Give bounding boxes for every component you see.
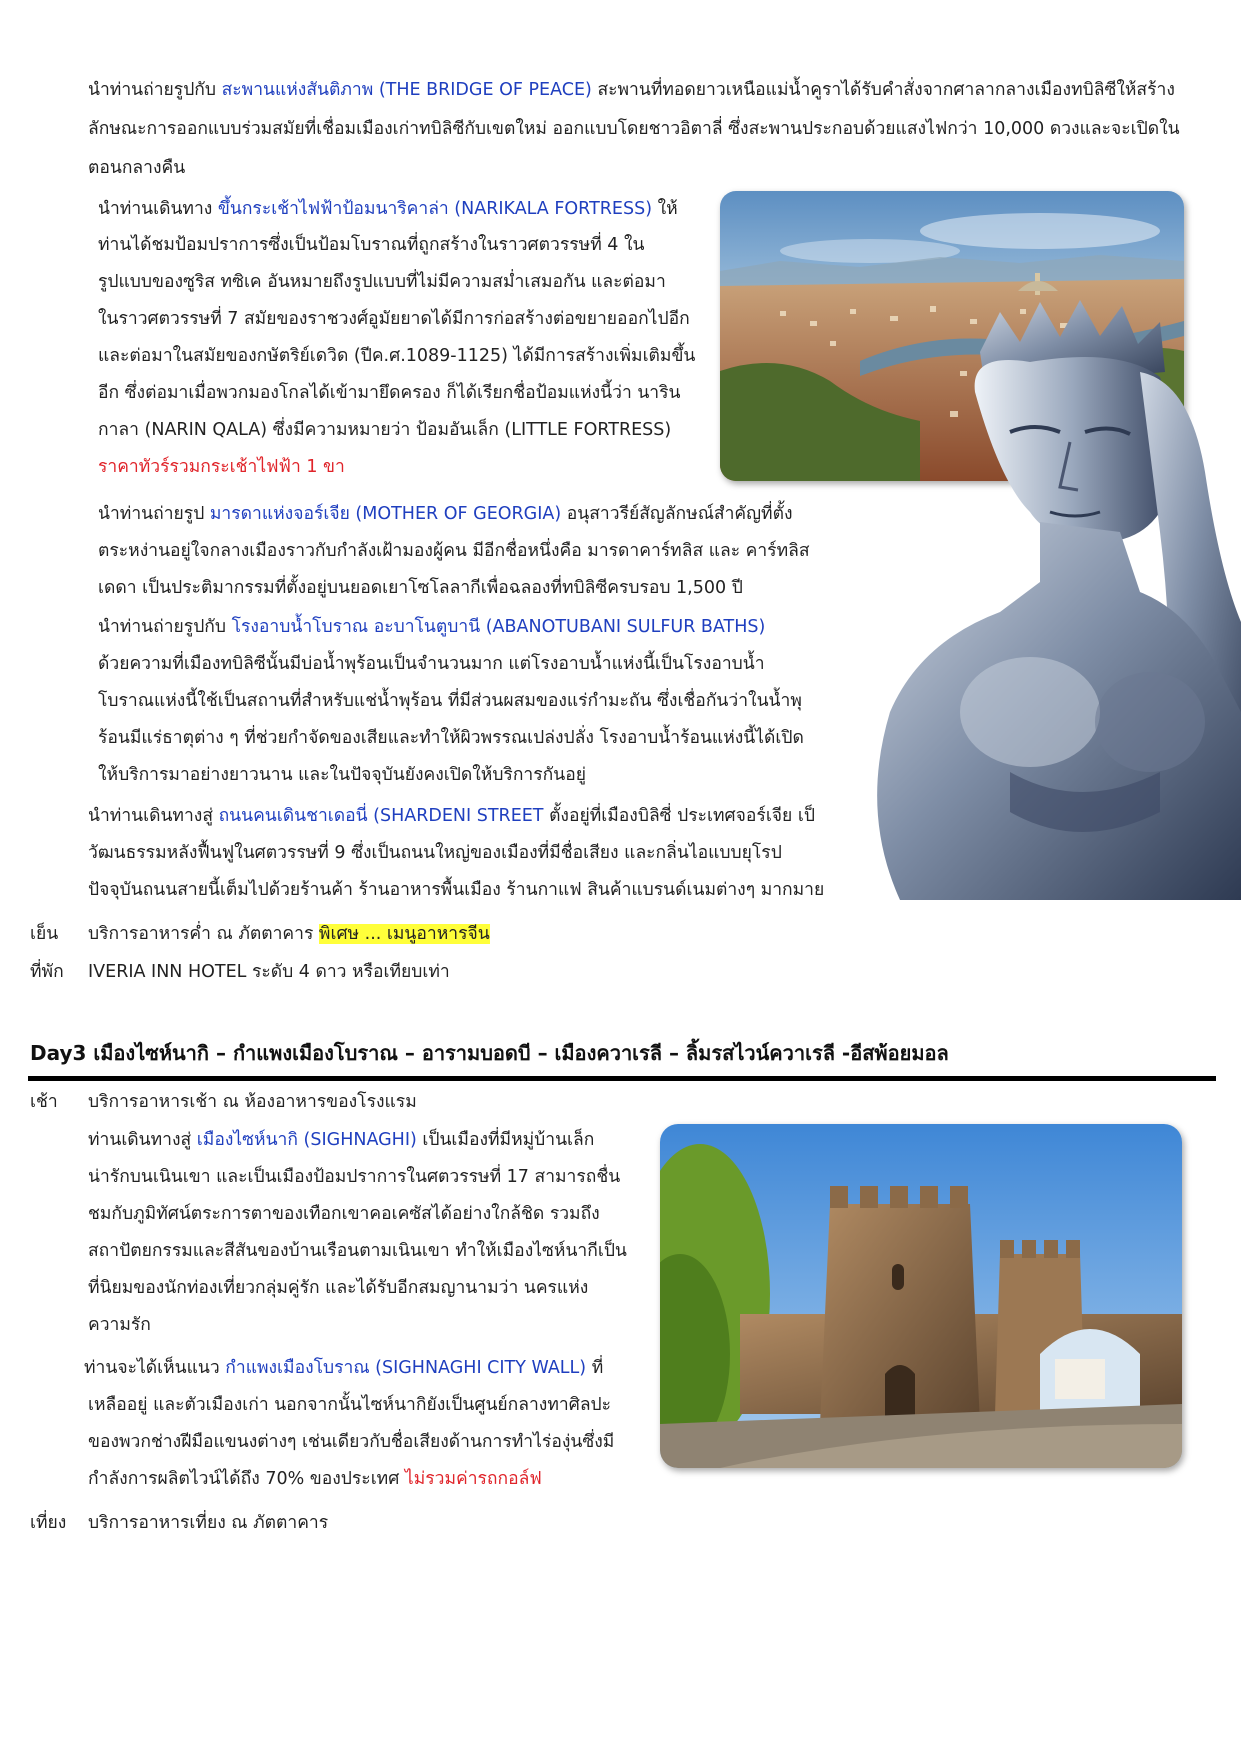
- sulfur-baths-paragraph-line-3: โบราณแห่งนี้ใช้เป็นสถานที่สำหรับแช่น้ำพุร้อน ที่มีส่วนผสมของแร่กำมะถัน ซึ่งเชื่อกันว่าในน้ำพุ: [98, 691, 802, 711]
- breakfast-label: เช้า: [30, 1092, 58, 1112]
- sighnaghi-paragraph-line-3: ชมกับภูมิทัศน์ตระการตาของเทือกเขาคอเคซัสได้อย่างใกล้ชิด รวมถึง: [88, 1204, 600, 1224]
- sighnaghi-paragraph-line-5: ที่นิยมของนักท่องเที่ยวกลุ่มคู่รัก และได้รับอีกสมญานามว่า นครแห่ง: [88, 1278, 589, 1298]
- bridge-of-peace-name: สะพานแห่งสันติภาพ (THE BRIDGE OF PEACE): [221, 80, 592, 100]
- cable-car-price-note: ราคาทัวร์รวมกระเช้าไฟฟ้า 1 ขา: [98, 457, 345, 477]
- mother-georgia-paragraph-line-2: ตระหง่านอยู่ใจกลางเมืองราวกับกำลังเฝ้ามองผู้คน มีอีกชื่อหนึ่งคือ มารดาคาร์ทลิส และ คาร์ทลิส: [98, 541, 810, 561]
- sighnaghi-paragraph-line-2: น่ารักบนเนินเขา และเป็นเมืองป้อมปราการในศตวรรษที่ 17 สามารถชื่น: [88, 1167, 621, 1187]
- dinner-label: เย็น: [30, 924, 59, 944]
- sulfur-baths-paragraph-line-4: ร้อนมีแร่ธาตุต่าง ๆ ที่ช่วยกำจัดของเสียและทำให้ผิวพรรณเปล่งปลั่ง โรงอาบน้ำร้อนแห่งนี้ได้เปิด: [98, 728, 804, 748]
- shardeni-paragraph-line-3: ปัจจุบันถนนสายนี้เต็มไปด้วยร้านค้า ร้านอาหารพื้นเมือง ร้านกาแฟ สินค้าแบรนด์เนมต่างๆ มากมาย: [88, 880, 825, 900]
- narikala-paragraph-line-6: อีก ซึ่งต่อมาเมื่อพวกมองโกลได้เข้ามายึดครอง ก็ได้เรียกชื่อป้อมแห่งนี้ว่า นาริน: [98, 383, 681, 403]
- narikala-paragraph-line-3: รูปแบบของซูริส ทซิเค อันหมายถึงรูปแบบที่ไม่มีความสม่ำเสมอกัน และต่อมา: [98, 272, 666, 292]
- breakfast-line: บริการอาหารเช้า ณ ห้องอาหารของโรงแรม: [88, 1092, 417, 1112]
- narikala-paragraph-line-5: และต่อมาในสมัยของกษัตริย์เดวิด (ปีค.ศ.1089-1125) ได้มีการสร้างเพิ่มเติมขึ้น: [98, 346, 696, 366]
- mother-georgia-paragraph-line-1: นำท่านถ่ายรูป มารดาแห่งจอร์เจีย (MOTHER OF GEORGIA) อนุสาวรีย์สัญลักษณ์สำคัญที่ตั้ง: [98, 504, 793, 524]
- mother-georgia-paragraph-line-3: เดดา เป็นประติมากรรมที่ตั้งอยู่บนยอดเยาโซโลลากีเพื่อฉลองที่ทบิลิซีครบรอบ 1,500 ปี: [98, 578, 743, 598]
- mother-of-georgia-name: มารดาแห่งจอร์เจีย (MOTHER OF GEORGIA): [209, 504, 562, 524]
- bridge-paragraph-line-2: ลักษณะการออกแบบร่วมสมัยที่เชื่อมเมืองเก่าทบิลิซีกับเขตใหม่ ออกแบบโดยชาวอิตาลี่ ซึ่งสะพานประกอบด้วยแสงไฟกว่า 10,000 ดวงและจะเปิดใน: [88, 119, 1180, 139]
- sulfur-baths-paragraph-line-1: นำท่านถ่ายรูปกับ โรงอาบน้ำโบราณ อะบาโนตูบานี (ABANOTUBANI SULFUR BATHS): [98, 617, 766, 637]
- sighnaghi-paragraph-line-4: สถาปัตยกรรมและสีสันของบ้านเรือนตามเนินเขา ทำให้เมืองไซห์นากีเป็น: [88, 1241, 627, 1261]
- golf-cart-note: ไม่รวมค่ารถกอล์ฟ: [404, 1469, 542, 1489]
- bridge-paragraph-line-3: ตอนกลางคืน: [88, 158, 186, 178]
- city-wall-paragraph-line-3: ของพวกช่างฝีมือแขนงต่างๆ เช่นเดียวกับชื่อเสียงด้านการทำไร่องุ่นซึ่งมี: [88, 1432, 615, 1452]
- narikala-paragraph-line-1: นำท่านเดินทาง ขึ้นกระเช้าไฟฟ้าป้อมนาริคาล่า (NARIKALA FORTRESS) ให้: [98, 199, 678, 219]
- sulfur-baths-name: โรงอาบน้ำโบราณ อะบาโนตูบานี (ABANOTUBANI SULFUR BATHS): [231, 617, 766, 637]
- city-wall-paragraph-line-1: ท่านจะได้เห็นแนว กำแพงเมืองโบราณ (SIGHNAGHI CITY WALL) ที่: [84, 1358, 604, 1378]
- narikala-paragraph-line-4: ในราวศตวรรษที่ 7 สมัยของราชวงศ์อูมัยยาดได้มีการก่อสร้างต่อขยายออกไปอีก: [98, 309, 690, 329]
- shardeni-street-name: ถนนคนเดินชาเดอนี่ (SHARDENI STREET: [218, 806, 544, 826]
- day3-divider: [28, 1076, 1216, 1081]
- sighnaghi-image: [660, 1124, 1182, 1468]
- dinner-highlight: พิเศษ ... เมนูอาหารจีน: [318, 924, 490, 944]
- city-wall-paragraph-line-2: เหลืออยู่ และตัวเมืองเก่า นอกจากนั้นไซห์นากิยังเป็นศูนย์กลางทาศิลปะ: [88, 1395, 612, 1415]
- sighnaghi-wall-photo: [660, 1124, 1182, 1468]
- sighnaghi-paragraph-line-6: ความรัก: [88, 1315, 151, 1335]
- narikala-paragraph-line-7: กาลา (NARIN QALA) ซึ่งมีความหมายว่า ป้อมอันเล็ก (LITTLE FORTRESS): [98, 420, 672, 440]
- sulfur-baths-paragraph-line-5: ให้บริการมาอย่างยาวนาน และในปัจจุบันยังคงเปิดให้บริการกันอยู่: [98, 765, 586, 785]
- day3-heading: Day3 เมืองไซห์นากิ – กำแพงเมืองโบราณ – อารามบอดบี – เมืองควาเรลี – ลิ้มรสไวน์ควาเรลี -อีสพ้อยมอล: [30, 1041, 949, 1065]
- sighnaghi-paragraph-line-1: ท่านเดินทางสู่ เมืองไซห์นากิ (SIGHNAGHI) เป็นเมืองที่มีหมู่บ้านเล็ก: [88, 1130, 595, 1150]
- hotel-label: ที่พัก: [30, 962, 64, 982]
- dinner-line: บริการอาหารค่ำ ณ ภัตตาคาร พิเศษ ... เมนูอาหารจีน: [88, 924, 490, 944]
- bridge-paragraph-line-1: นำท่านถ่ายรูปกับ สะพานแห่งสันติภาพ (THE BRIDGE OF PEACE) สะพานที่ทอดยาวเหนือแม่น้ำคูราได้รับคำสั่งจากศาลากลางเมืองทบิลิซีให้สร้าง: [88, 80, 1175, 100]
- city-wall-paragraph-line-4: กำลังการผลิตไวน์ได้ถึง 70% ของประเทศ ไม่รวมค่ารถกอล์ฟ: [88, 1469, 542, 1489]
- statue-image: [860, 292, 1241, 900]
- shardeni-paragraph-line-2: วัฒนธรรมหลังฟื้นฟูในศตวรรษที่ 9 ซึ่งเป็นถนนใหญ่ของเมืองที่มีชื่อเสียง และกลิ่นไอแบบยุโรป: [88, 843, 782, 863]
- mother-of-georgia-statue-photo: [860, 292, 1241, 900]
- narikala-paragraph-line-2: ท่านได้ชมป้อมปราการซึ่งเป็นป้อมโบราณที่ถูกสร้างในราวศตวรรษที่ 4 ใน: [98, 235, 645, 255]
- hotel-line: IVERIA INN HOTEL ระดับ 4 ดาว หรือเทียบเท่า: [88, 962, 450, 982]
- shardeni-paragraph-line-1: นำท่านเดินทางสู่ ถนนคนเดินชาเดอนี่ (SHARDENI STREET ตั้งอยู่ที่เมืองบิลิซี่ ประเทศจอร์เจีย เป็: [88, 806, 815, 826]
- lunch-label: เที่ยง: [30, 1513, 67, 1533]
- sulfur-baths-paragraph-line-2: ด้วยความที่เมืองทบิลิซีนั้นมีบ่อน้ำพุร้อนเป็นจำนวนมาก แต่โรงอาบน้ำแห่งนี้เป็นโรงอาบน้ำ: [98, 654, 765, 674]
- lunch-line: บริการอาหารเที่ยง ณ ภัตตาคาร: [88, 1513, 329, 1533]
- sighnaghi-name: เมืองไซห์นากิ (SIGHNAGHI): [196, 1130, 417, 1150]
- city-wall-name: กำแพงเมืองโบราณ (SIGHNAGHI CITY WALL): [225, 1358, 587, 1378]
- narikala-fortress-name: ขึ้นกระเช้าไฟฟ้าป้อมนาริคาล่า (NARIKALA FORTRESS): [217, 199, 653, 219]
